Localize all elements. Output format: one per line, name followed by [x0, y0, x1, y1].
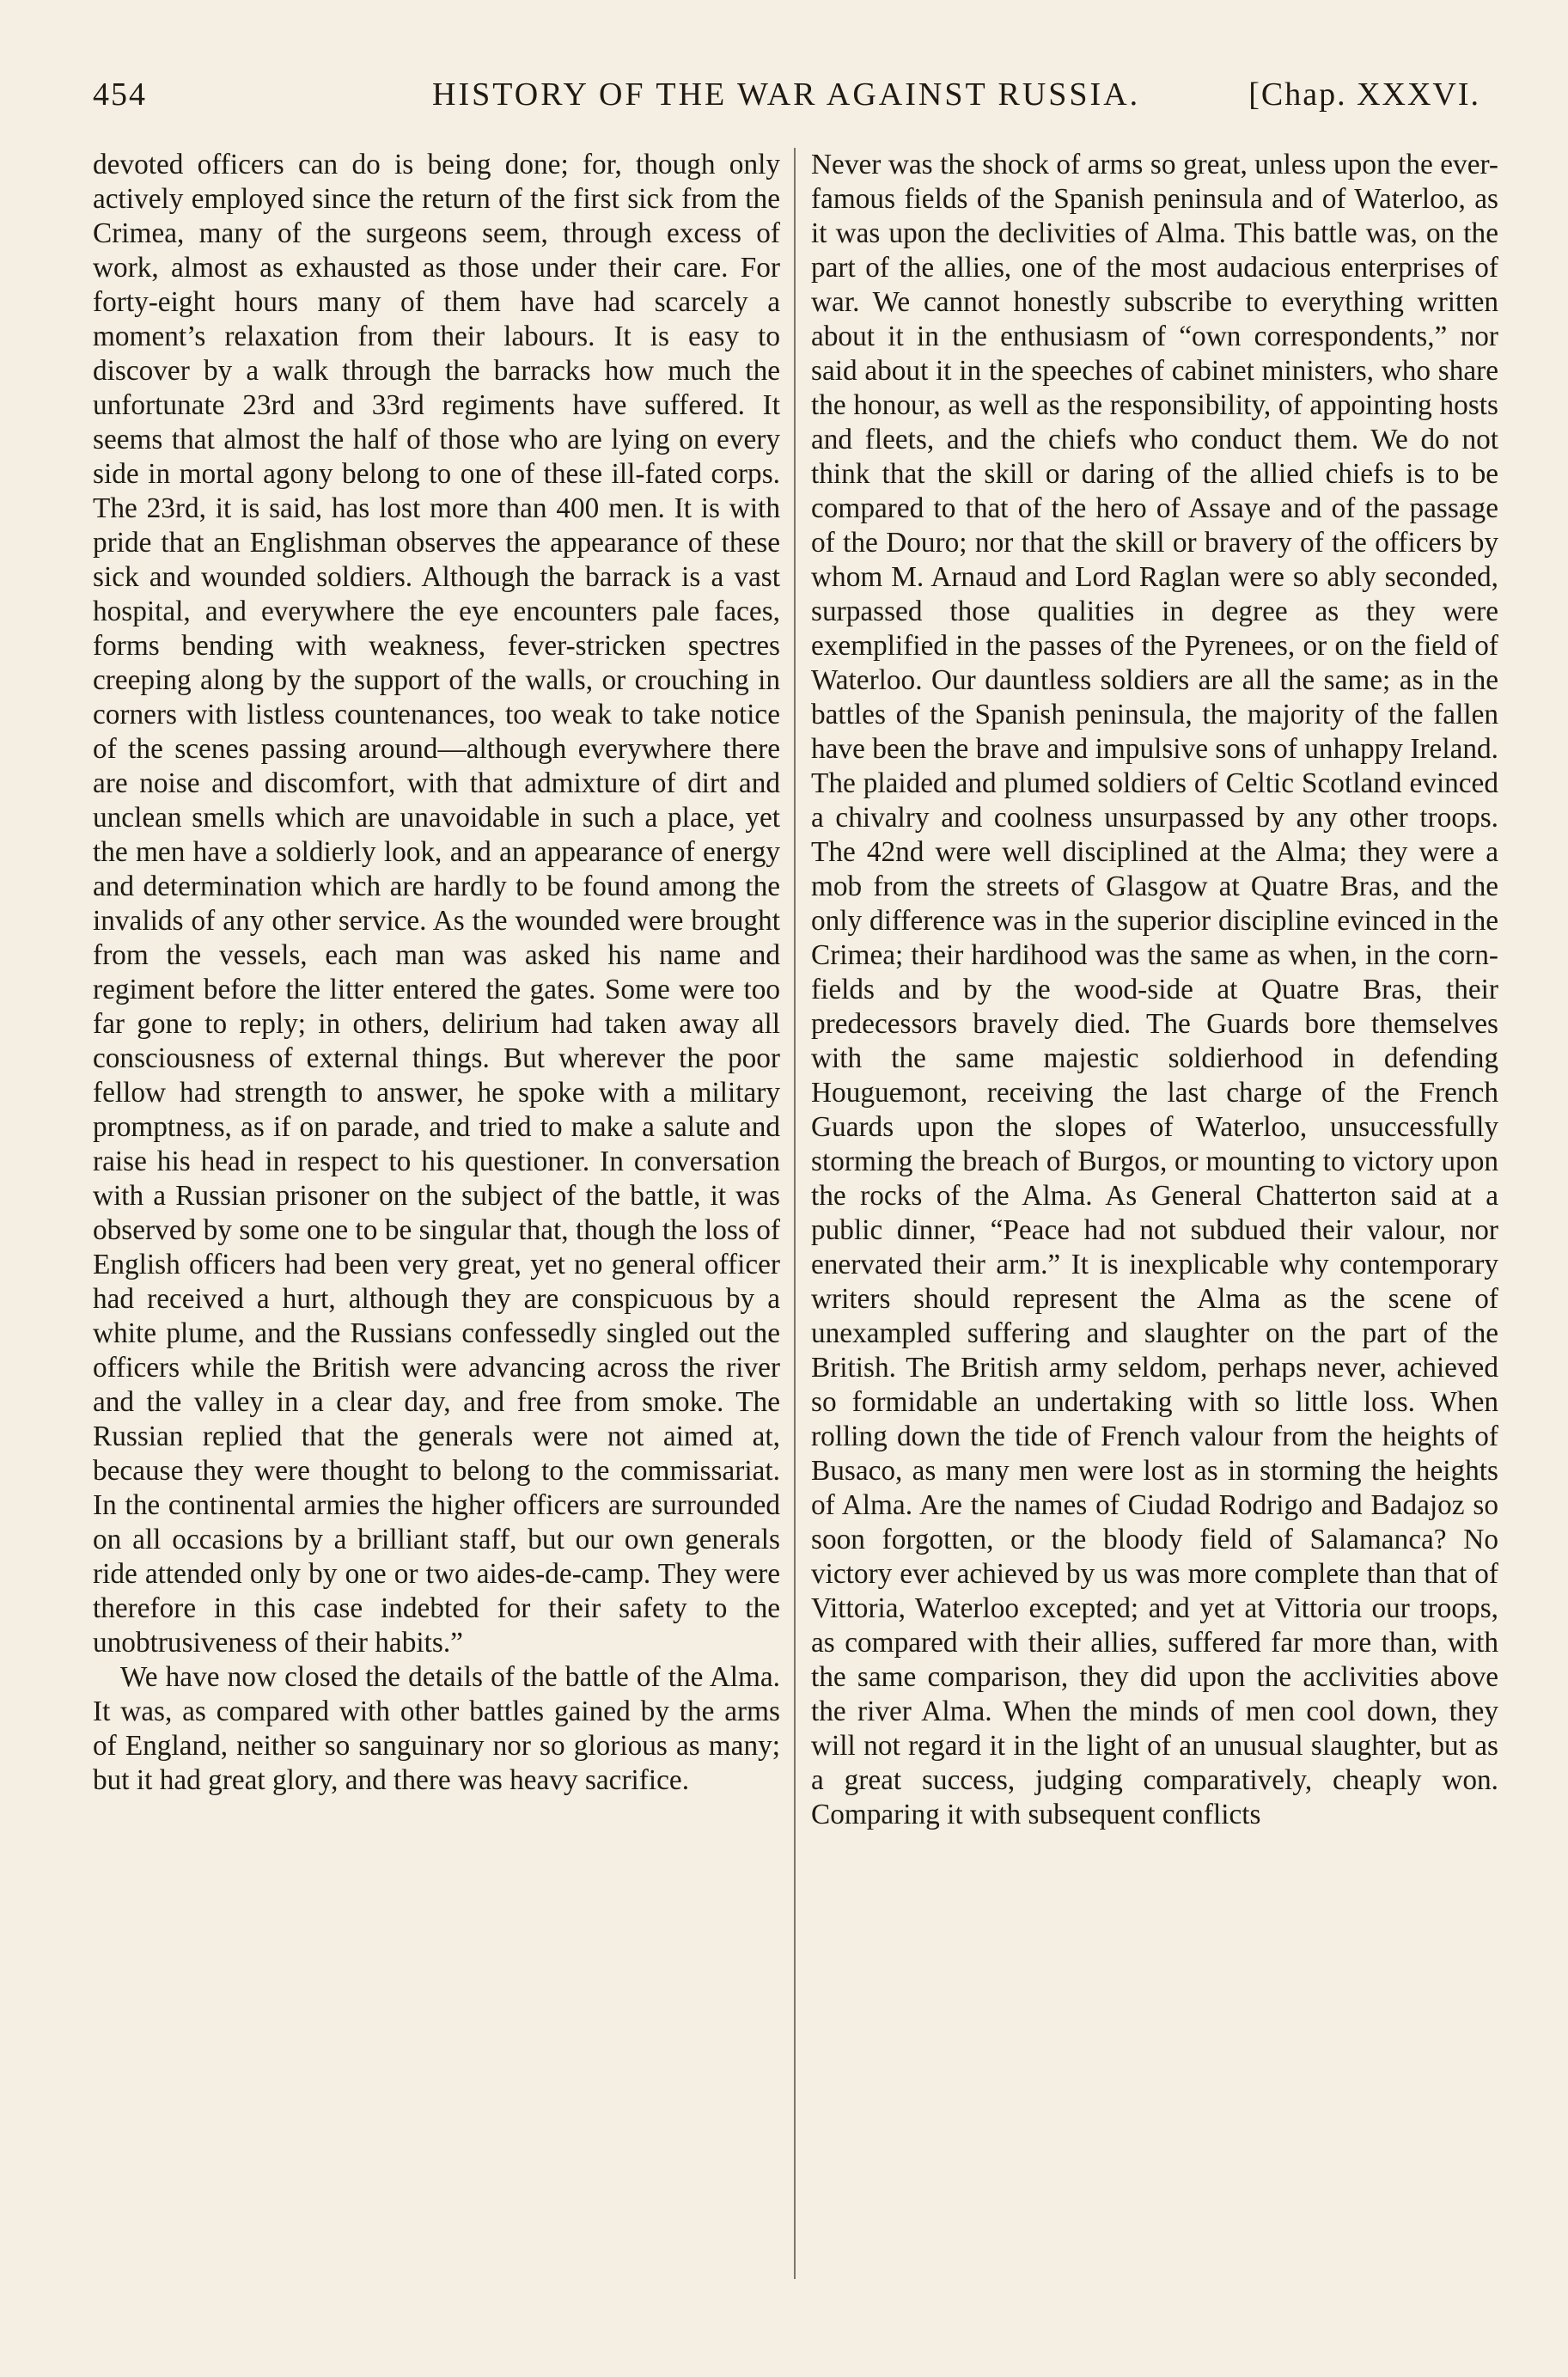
page-number: 454	[93, 76, 147, 113]
right-column	[811, 148, 1498, 2313]
right-paragraph: Never was the shock of arms so great, unless upon the ever-famous fields of the Spanish peninsula and of Waterloo, as it was upon the declivities of Alma. This battle was, on the part of the allies, one of the most audacious enterprises of war. We cannot honestly subscribe to everything written about it in the enthusiasm of “own correspondents,” nor said about it in the speeches of cabinet ministers, who share the honour, as well as the responsibility, of appointing hosts and fleets, and the chiefs who conduct them. We do not think that the skill or daring of the allied chiefs is to be compared to that of the hero of Assaye and of the passage of the Douro; nor that the skill or bravery of the officers by whom M. Arnaud and Lord Raglan were so ably seconded, surpassed those qualities in degree as they were exemplified in the passes of the Pyrenees, or on the field of Waterloo. Our dauntless soldiers are all the same; as in the battles of the Spanish peninsula, the majority of the fallen have been the brave and impulsive sons of unhappy Ireland. The plaided and plumed soldiers of Celtic Scotland evinced a chivalry and coolness unsurpassed by any other troops. The 42nd were well disciplined at the Alma; they were a mob from the streets of Glasgow at Quatre Bras, and the only difference was in the superior discipline evinced in the Crimea; their hardihood was the same as when, in the corn-fields and by the wood-side at Quatre Bras, their predecessors bravely died. The Guards bore themselves with the same majestic soldierhood in defending Houguemont, receiving the last charge of the French Guards upon the slopes of Waterloo, unsuccessfully storming the breach of Burgos, or mounting to victory upon the rocks of the Alma. As General Chatterton said at a public dinner, “Peace had not subdued their valour, nor enervated their arm.” It is inexplicable why contemporary writers should represent the Alma as the scene of unexampled suffering and slaughter on the part of the British. The British army seldom, perhaps never, achieved so formidable an undertaking with so little loss. When rolling down the tide of French valour from the heights of Busaco, as many men were lost as in storming the heights of Alma. Are the names of Ciudad Rodrigo and Badajoz so soon forgotten, or the bloody field of Salamanca? No victory ever achieved by us was more complete than that of Vittoria, Waterloo excepted; and yet at Vittoria our troops, as compared with their allies, suffered far more than, with the same comparison, they did upon the acclivities above the river Alma. When the minds of men cool down, they will not regard it in the light of an unusual slaughter, but as a great success, judging comparatively, cheaply won. Comparing it with subsequent conflicts	[811, 149, 1498, 1830]
running-head	[93, 76, 1480, 127]
left-paragraph-alma: We have now closed the details of the battle of the Alma. It was, as compared with other battles gained by the arms of England, neither so sanguinary nor so glorious as many; but it had great glory, and there was heavy sacrifice.	[93, 1661, 780, 1796]
left-paragraph-continued: devoted officers can do is being done; for, though only actively employed since the return of the first sick from the Crimea, many of the surgeons seem, through excess of work, almost as exhausted as those under their care. For forty-eight hours many of them have had scarcely a moment’s relaxation from their labours. It is easy to discover by a walk through the barracks how much the unfortunate 23rd and 33rd regiments have suffered. It seems that almost the half of those who are lying on every side in mortal agony belong to one of these ill-fated corps. The 23rd, it is said, has lost more than 400 men. It is with pride that an Englishman observes the appearance of these sick and wounded soldiers. Although the barrack is a vast hospital, and everywhere the eye encounters pale faces, forms bending with weakness, fever-stricken spectres creeping along by the support of the walls, or crouching in corners with listless countenances, too weak to take notice of the scenes passing around—although everywhere there are noise and discomfort, with that admixture of dirt and unclean smells which are unavoidable in such a place, yet the men have a soldierly look, and an appearance of energy and determination which are hardly to be found among the invalids of any other service. As the wounded were brought from the vessels, each man was asked his name and regiment before the litter entered the gates. Some were too far gone to reply; in others, delirium had taken away all consciousness of external things. But wherever the poor fellow had strength to answer, he spoke with a military promptness, as if on parade, and tried to make a salute and raise his head in respect to his questioner. In conversation with a Russian prisoner on the subject of the battle, it was observed by some one to be singular that, though the loss of English officers had been very great, yet no general officer had received a hurt, although they are conspicuous by a white plume, and the Russians confessedly singled out the officers while the British were advancing across the river and the valley in a clear day, and free from smoke. The Russian replied that the generals were not aimed at, because they were thought to belong to the commissariat. In the continental armies the higher officers are surrounded on all occasions by a brilliant staff, but our own generals ride attended only by one or two aides-de-camp. They were therefore in this case indebted for their safety to the unobtrusiveness of their habits.”	[93, 149, 780, 1659]
column-divider	[794, 148, 796, 2279]
left-column	[93, 148, 780, 2313]
chapter-label: [Chap. XXXVI.	[1248, 76, 1480, 113]
running-title: HISTORY OF THE WAR AGAINST RUSSIA.	[432, 76, 1141, 113]
